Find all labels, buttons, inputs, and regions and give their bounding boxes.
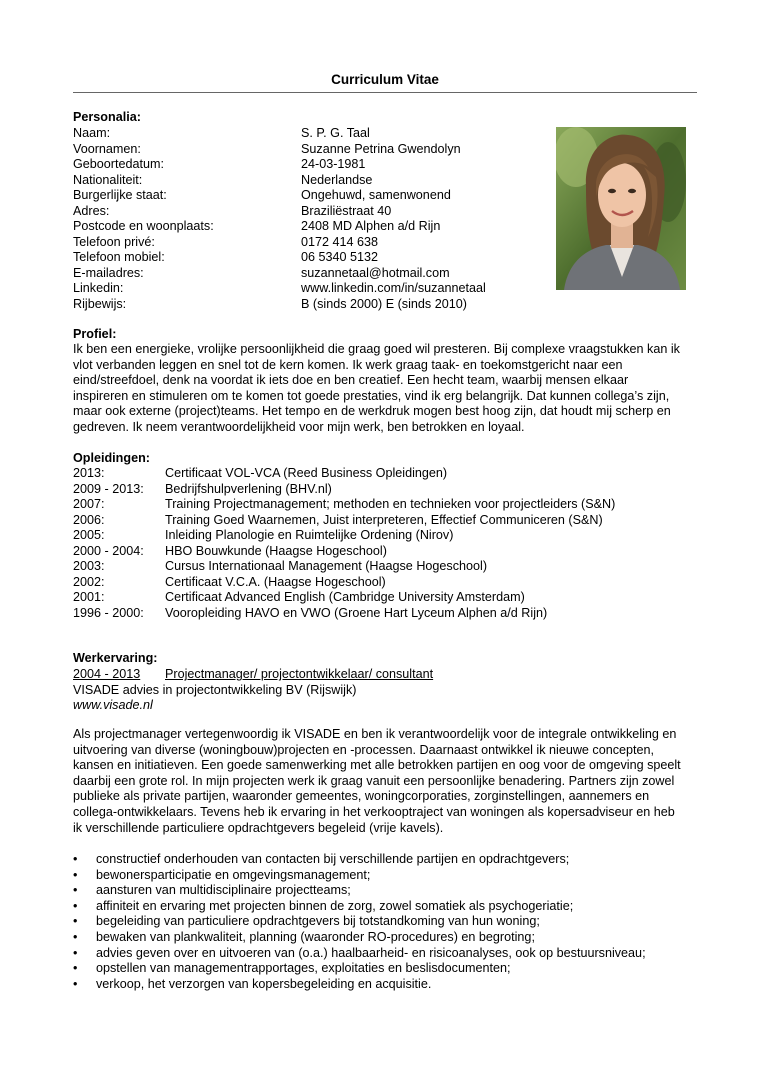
personalia-value: Ongehuwd, samenwonend [301, 188, 451, 202]
werkervaring-paragraph [73, 727, 697, 836]
werkervaring-heading: Werkervaring: [73, 651, 158, 665]
personalia-label: Nationaliteit: [73, 172, 143, 187]
opleiding-year: 2006: [73, 512, 105, 527]
opleiding-text: Vooropleiding HAVO en VWO (Groene Hart Lyceum Alphen a/d Rijn) [165, 605, 548, 620]
list-item-text: begeleiding van particuliere opdrachtgevers bij totstandkoming van hun woning; [96, 914, 540, 929]
personalia-label: Burgerlijke staat: [73, 188, 167, 202]
werkervaring-line: kansen en initiatieven. Een goede samenwerking met alle betrokken partijen en oog voor de omgeving speelt [73, 758, 681, 773]
opleiding-year: 2009 - 2013: [73, 481, 144, 496]
opleiding-year: 1996 - 2000: [73, 605, 144, 620]
personalia-label: Linkedin: [73, 281, 124, 295]
bullet-icon: • [73, 852, 78, 866]
personalia-value: S. P. G. Taal [301, 126, 370, 140]
bullet-icon: • [73, 914, 78, 929]
company-website-link[interactable]: www.visade.nl [73, 698, 153, 712]
personalia-label: Adres: [73, 203, 110, 218]
opleiding-year: 2002: [73, 574, 105, 589]
opleiding-text: Bedrijfshulpverlening (BHV.nl) [165, 481, 332, 496]
bullet-icon: • [73, 976, 78, 991]
bullet-icon: • [73, 961, 78, 976]
bullet-icon: • [73, 867, 78, 882]
list-item-text: bewonersparticipatie en omgevingsmanagement; [96, 867, 371, 882]
profiel-line: vlot verbanden leggen en snel tot de kern komen. Ik werk graag taak- en toekomstgericht naar een [73, 357, 623, 372]
personalia-value: Braziliëstraat 40 [301, 203, 392, 218]
bullet-icon: • [73, 883, 78, 898]
opleiding-text: Training Goed Waarnemen, Juist interpreteren, Effectief Communiceren (S&N) [165, 512, 603, 527]
opleiding-text: Cursus Internationaal Management (Haagse Hogeschool) [165, 559, 488, 573]
list-item-text: opstellen van managementrapportages, exploitaties en beslisdocumenten; [96, 961, 511, 976]
bullet-icon: • [73, 898, 78, 913]
opleiding-text: Certificaat VOL-VCA (Reed Business Opleidingen) [165, 466, 448, 480]
opleiding-year: 2013: [73, 466, 105, 480]
personalia-label: Naam: [73, 126, 111, 140]
werkervaring-line: daarbij een grote rol. In mijn projecten werk ik graag vanuit een persoonlijke benadering. Partners zijn zowel [73, 773, 675, 788]
page-title: Curriculum Vitae [331, 72, 439, 87]
personalia-heading: Personalia: [73, 110, 141, 124]
werkervaring-line: uitvoering van diverse (woningbouw)projecten en -processen. Daarnaast ontwikkel ik nieuwe concepten, [73, 742, 655, 757]
opleiding-text: Certificaat Advanced English (Cambridge University Amsterdam) [165, 590, 525, 604]
bullet-icon: • [73, 945, 78, 960]
profiel-paragraph [73, 342, 697, 436]
opleiding-year: 2000 - 2004: [73, 543, 144, 558]
list-item-text: verkoop, het verzorgen van kopersbegeleiding en acquisitie. [96, 976, 432, 991]
werkervaring-line: collega-ontwikkelaars. Tevens heb ik ervaring in het verkooptraject van woningen als kopersadviseur en heb [73, 804, 675, 819]
list-item-text: affiniteit en ervaring met projecten binnen de zorg, zowel somatiek als psychogeriatie; [96, 898, 574, 913]
job-company: VISADE advies in projectontwikkeling BV (Rijswijk) [73, 682, 357, 697]
title-divider [73, 92, 697, 93]
personalia-value: 06 5340 5132 [301, 250, 379, 264]
profiel-line: Ik ben een energieke, vrolijke persoonlijkheid die graag goed wil presteren. Bij complexe vraagstukken kan ik [73, 342, 680, 356]
opleiding-text: Certificaat V.C.A. (Haagse Hogeschool) [165, 574, 386, 589]
personalia-label: Telefoon privé: [73, 234, 155, 249]
profile-photo [556, 127, 686, 290]
werkervaring-line: publieke als private partijen, waaronder gemeentes, woningcorporaties, zorginstellingen, aannemers en [73, 789, 650, 804]
profiel-line: eind/streefdoel, denk na voordat ik iets doe en ben creatief. Een hecht team, waarbij mensen elkaar [73, 373, 629, 388]
opleiding-year: 2007: [73, 497, 105, 511]
opleiding-text: Training Projectmanagement; methoden en technieken voor projectleiders (S&N) [165, 497, 616, 511]
personalia-label: Postcode en woonplaats: [73, 219, 214, 233]
personalia-label: Rijbewijs: [73, 296, 127, 311]
list-item-text: aansturen van multidisciplinaire projectteams; [96, 883, 351, 898]
personalia-value: B (sinds 2000) E (sinds 2010) [301, 296, 467, 311]
personalia-value: 24-03-1981 [301, 157, 366, 171]
bullet-icon: • [73, 930, 78, 944]
opleiding-text: HBO Bouwkunde (Haagse Hogeschool) [165, 543, 387, 558]
portrait-image [556, 127, 686, 290]
personalia-value: 0172 414 638 [301, 234, 379, 249]
personalia-value: Suzanne Petrina Gwendolyn [301, 141, 461, 156]
opleiding-year: 2005: [73, 528, 105, 542]
list-item-text: bewaken van plankwaliteit, planning (waaronder RO-procedures) en begroting; [96, 930, 535, 944]
cv-page [73, 0, 697, 1087]
list-item-text: constructief onderhouden van contacten bij verschillende partijen en opdrachtgevers; [96, 852, 570, 866]
profiel-line: maar ook externe (project)teams. Het tempo en de werkdruk mogen best hoog zijn, dat houdt mij scherp en [73, 404, 671, 419]
personalia-label: Voornamen: [73, 141, 141, 156]
opleiding-year: 2001: [73, 590, 105, 604]
opleidingen-heading: Opleidingen: [73, 451, 150, 465]
profiel-line: gedreven. Ik neem verantwoordelijkheid voor mijn werk, ben betrokken en loyaal. [73, 419, 525, 434]
profiel-heading: Profiel: [73, 327, 117, 341]
opleiding-text: Inleiding Planologie en Ruimtelijke Ordening (Nirov) [165, 528, 454, 542]
personalia-value: Nederlandse [301, 172, 373, 187]
werkervaring-line: ik verschillende particuliere opdrachtgevers begeleid (vrije kavels). [73, 820, 444, 835]
job-period: 2004 - 2013 [73, 667, 141, 681]
job-role: Projectmanager/ projectontwikkelaar/ consultant [165, 667, 434, 681]
personalia-label: E-mailadres: [73, 265, 144, 280]
werkervaring-line: Als projectmanager vertegenwoordig ik VISADE en ben ik verantwoordelijk voor de integrale ontwikkeling en [73, 727, 677, 741]
personalia-label: Telefoon mobiel: [73, 250, 165, 264]
personalia-value: 2408 MD Alphen a/d Rijn [301, 219, 441, 233]
linkedin-link[interactable]: www.linkedin.com/in/suzannetaal [301, 281, 486, 295]
list-item-text: advies geven over en uitvoeren van (o.a.) haalbaarheid- en risicoanalyses, ook op bestuursniveau; [96, 945, 646, 960]
personalia-label: Geboortedatum: [73, 157, 165, 171]
email-link[interactable]: suzannetaal@hotmail.com [301, 265, 450, 280]
opleiding-year: 2003: [73, 559, 105, 573]
profiel-line: inspireren en stimuleren om te komen tot goede prestaties, vind ik erg belangrijk. Dat kunnen collega’s zijn, [73, 388, 670, 403]
